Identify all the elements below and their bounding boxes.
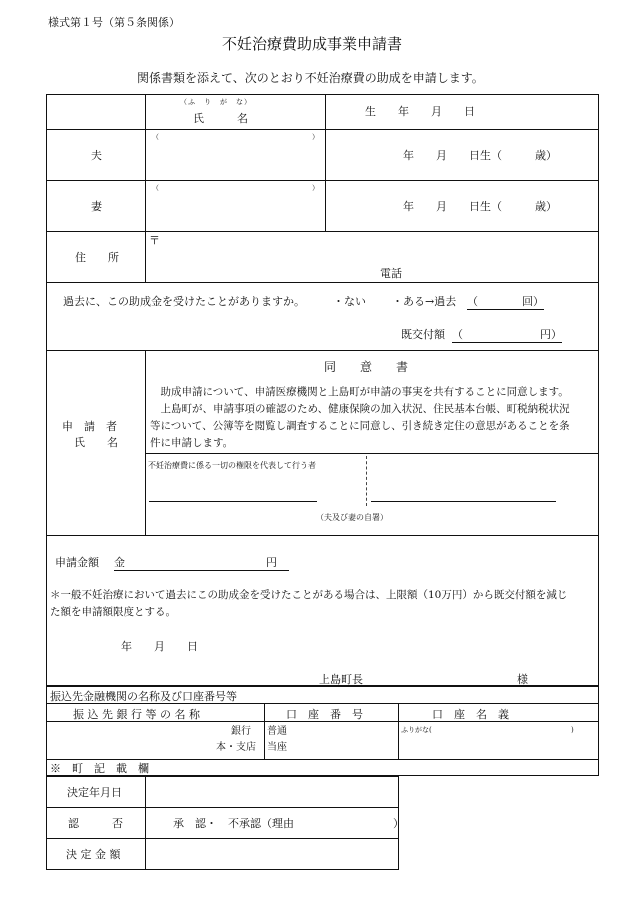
address-label: 住 所 <box>75 251 119 264</box>
mayor-sama: 様 <box>517 673 528 686</box>
representative-note: 不妊治療費に係る一切の権限を代表して行う者 <box>148 461 316 470</box>
applicant-label: 申 請 者 <box>62 420 117 433</box>
signature-note: （夫及び妻の自署） <box>316 513 388 522</box>
bank-col-name: 振 込 先 銀 行 等 の 名 称 <box>73 708 200 721</box>
husband-furigana-open: （ <box>152 133 159 141</box>
account-holder-field[interactable] <box>405 738 590 756</box>
note-line-2: た額を申請額限度とする。 <box>50 606 176 618</box>
decision-date-label: 決定年月日 <box>67 786 122 799</box>
bank-col-account: 口 座 番 号 <box>286 708 363 721</box>
phone-label: 電話 <box>380 267 402 280</box>
decision-amount-label: 決 定 金 額 <box>66 848 121 861</box>
holder-furigana-close: ) <box>571 726 574 734</box>
approval-label: 認 否 <box>68 817 123 830</box>
past-yes-option[interactable]: ・ある→過去 <box>392 295 457 308</box>
consent-line-3: 等について、公簿等を閲覧し調査することに同意し、引き続き定住の意思があることを条 <box>150 420 570 432</box>
request-amount-prefix: 金 <box>114 556 125 569</box>
husband-birthdate[interactable]: 年 月 日生（ 歳） <box>403 149 557 162</box>
paid-amount-label: 既交付額 <box>401 328 445 341</box>
town-section-title: ※ 町 記 載 欄 <box>50 762 149 775</box>
signature-divider <box>366 456 367 506</box>
holder-furigana-open: ふりがな( <box>401 726 432 734</box>
bank-suffix: 銀行 <box>231 726 251 737</box>
past-no-option[interactable]: ・ない <box>333 295 366 308</box>
request-amount-field[interactable] <box>114 557 289 571</box>
paid-amount-field[interactable]: （ 円） <box>452 328 562 341</box>
decision-date-field[interactable] <box>150 781 390 803</box>
consent-title: 同 意 書 <box>324 360 409 374</box>
wife-furigana-close: ） <box>312 184 319 192</box>
bank-section-title: 振込先金融機関の名称及び口座番号等 <box>50 690 237 703</box>
past-question: 過去に、この助成金を受けたことがありますか。 <box>63 295 305 308</box>
note-line-1: ＊一般不妊治療において過去にこの助成金を受けたことがある場合は、上限額（10万円）から既交付額を減じ <box>50 589 568 601</box>
bank-name-field[interactable] <box>50 725 210 755</box>
consent-line-4: 件に申請します。 <box>150 437 234 449</box>
account-number-field[interactable] <box>295 725 393 755</box>
furigana-label: （ふ り が な） <box>180 98 252 106</box>
husband-furigana-close: ） <box>312 133 319 141</box>
wife-signature-line[interactable] <box>371 501 556 502</box>
husband-signature-line[interactable] <box>149 501 317 502</box>
consent-line-2: 上島町が、申請事項の確認のため、健康保険の加入状況、住民基本台帳、町税納税状況 <box>150 403 570 415</box>
decision-amount-field[interactable] <box>150 843 390 865</box>
bank-col-holder: 口 座 名 義 <box>432 708 509 721</box>
page-title: 不妊治療費助成事業申請書 <box>222 35 403 53</box>
date-field[interactable]: 年 月 日 <box>121 640 198 653</box>
request-amount-unit: 円 <box>266 556 277 569</box>
account-type-ordinary[interactable]: 普通 <box>267 726 287 737</box>
address-field[interactable] <box>160 238 580 262</box>
account-type-current[interactable]: 当座 <box>267 742 287 753</box>
mayor-label: 上島町長 <box>319 673 363 686</box>
request-amount-label: 申請金額 <box>55 556 99 569</box>
wife-birthdate[interactable]: 年 月 日生（ 歳） <box>403 200 557 213</box>
branch-suffix: 本・支店 <box>216 742 256 753</box>
wife-name-field[interactable] <box>155 201 315 221</box>
postal-mark: 〒 <box>149 234 160 247</box>
approval-value[interactable]: 承 認・ 不承認（理由 ） <box>173 817 404 830</box>
name-label: 氏 名 <box>193 112 248 125</box>
wife-furigana-open: （ <box>152 184 159 192</box>
wife-label: 妻 <box>91 200 102 213</box>
husband-label: 夫 <box>91 149 102 162</box>
consent-line-1: 助成申請について、申請医療機関と上島町が申請の事実を共有することに同意します。 <box>150 386 569 398</box>
intro-text: 関係書類を添えて、次のとおり不妊治療費の助成を申請します。 <box>137 71 484 85</box>
form-number: 様式第１号（第５条関係） <box>48 16 180 29</box>
past-count-field[interactable]: （ 回） <box>467 295 544 308</box>
birth-label: 生 年 月 日 <box>365 105 475 118</box>
applicant-name-label: 氏 名 <box>74 436 118 449</box>
husband-name-field[interactable] <box>155 150 315 170</box>
